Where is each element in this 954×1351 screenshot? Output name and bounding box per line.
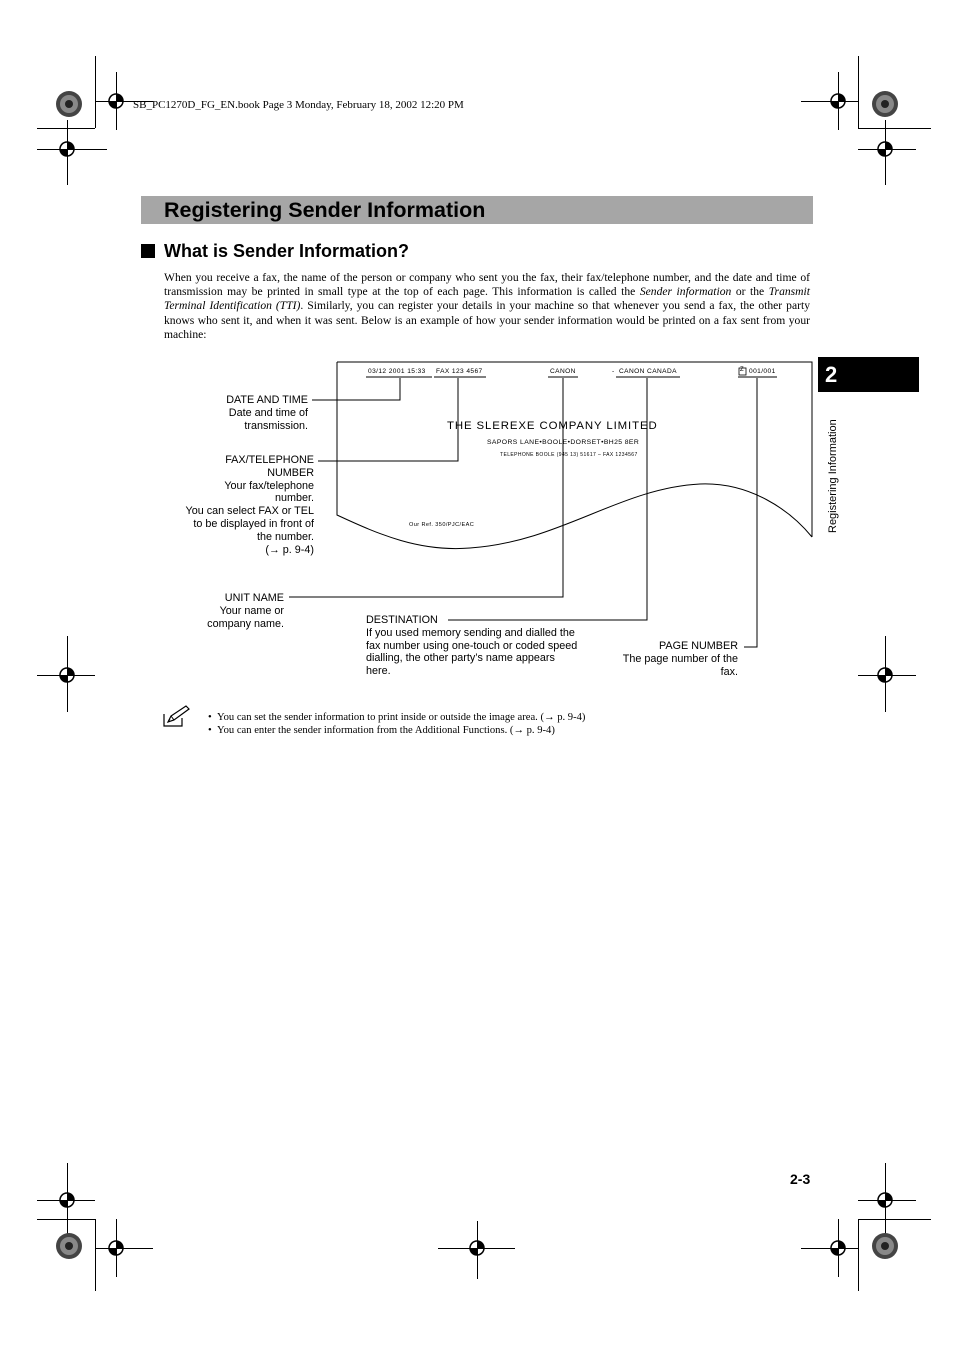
intro-text-3: . Similarly, you can register your details in your machine so that whenever you send a fax, the other party knows who sent it, and when it was sent. Below is an example of how your sender information would be printed on a fax sent from your machine: [164, 299, 810, 341]
annotation-line: transmission. [244, 419, 308, 432]
annotation-line: UNIT NAME [224, 592, 284, 604]
annotation-line: Date and time of [228, 406, 308, 419]
note-text: You can enter the sender information from the Additional Functions. (→ p. 9-4) [217, 724, 555, 736]
annotation-date-time [226, 394, 308, 432]
list-item: • You can enter the sender information from the Additional Functions. (→ p. 9-4) [208, 724, 555, 736]
intro-text-1: When you receive a fax, the name of the person or company who sent you the fax, their fax/telephone number, and the date and time of transmission may be printed in small type at the top of each page. This information is called the [164, 271, 810, 299]
annotation-line: here. [366, 665, 391, 678]
annotation-line: company name. [207, 617, 284, 630]
annotation-unit-name [207, 592, 284, 630]
fax-company-name: THE SLEREXE COMPANY LIMITED [447, 420, 658, 432]
annotation-line: number. [274, 492, 314, 505]
annotation-line: fax. [720, 665, 738, 678]
star-target-icon [870, 89, 900, 119]
annotation-line: You can select FAX or TEL [185, 505, 314, 518]
registration-mark-icon [825, 88, 851, 114]
intro-text-2: or the [731, 285, 769, 299]
fax-address: SAPORS LANE•BOOLE•DORSET•BH25 8ER [487, 439, 640, 446]
registration-mark-icon [103, 1235, 129, 1261]
fax-date-time: 03/12 2001 15:33 [368, 368, 426, 375]
note-text: You can set the sender information to print inside or outside the image area. (→ p. 9-4) [217, 712, 586, 723]
notes-list [208, 712, 585, 737]
registration-mark-icon [872, 662, 898, 688]
annotation-line: Your name or [219, 604, 284, 617]
star-target-icon [870, 1231, 900, 1261]
fax-unit-name: CANON [550, 368, 576, 375]
annotation-line: Your fax/telephone [224, 479, 314, 492]
registration-mark-icon [464, 1235, 490, 1261]
annotation-line: The page number of the [622, 652, 738, 665]
star-target-icon [54, 89, 84, 119]
intro-term-sender-info: Sender information [639, 285, 732, 299]
fax-number: FAX 123 4567 [436, 368, 483, 375]
fax-page-icon-letter: Z [740, 367, 745, 373]
annotation-line: DATE AND TIME [226, 394, 308, 406]
registration-mark-icon [103, 88, 129, 114]
registration-mark-icon [54, 1187, 80, 1213]
registration-mark-icon [54, 136, 80, 162]
registration-mark-icon [825, 1235, 851, 1261]
annotation-destination [366, 614, 577, 678]
star-target-icon [54, 1231, 84, 1261]
annotation-line: PAGE NUMBER [659, 640, 738, 652]
annotation-line: to be displayed in front of [193, 517, 314, 530]
annotation-page-number [623, 640, 738, 678]
section-title: What is Sender Information? [164, 241, 410, 261]
fax-reference: Our Ref. 350/PJC/EAC [409, 522, 475, 528]
intro-term-tti: Transmit Terminal Identification (TTI) [164, 285, 810, 313]
intro-paragraph [164, 271, 810, 342]
section-bullet-icon [141, 244, 155, 258]
page-title: Registering Sender Information [164, 198, 486, 222]
fax-page-number: 001/001 [749, 368, 776, 375]
registration-mark-icon [54, 662, 80, 688]
fax-destination-mark: - [612, 368, 615, 375]
list-item: • You can set the sender information to print inside or outside the image area. (→ p. 9-4) [208, 712, 586, 723]
page-number: 2-3 [790, 1171, 811, 1187]
fax-telephone: TELEPHONE BOOLE (945 13) 51617 – FAX 1234567 [500, 452, 638, 458]
pencil-note-icon [162, 704, 192, 728]
annotation-line: the number. [256, 530, 314, 543]
annotation-line: DESTINATION [366, 614, 438, 626]
annotation-line: dialling, the other party’s name appears [366, 652, 555, 665]
annotation-line: (→ p. 9-4) [265, 543, 314, 556]
book-info-header: SB_PC1270D_FG_EN.book Page 3 Monday, February 18, 2002 12:20 PM [133, 99, 464, 111]
chapter-number: 2 [825, 362, 838, 387]
annotation-line: fax number using one-touch or coded speed [366, 639, 578, 652]
annotation-line: FAX/TELEPHONE [225, 454, 314, 466]
chapter-side-label: Registering Information [827, 419, 839, 533]
registration-mark-icon [872, 136, 898, 162]
annotation-line: NUMBER [267, 466, 314, 479]
registration-mark-icon [872, 1187, 898, 1213]
fax-destination: CANON CANADA [619, 368, 677, 375]
annotation-line: If you used memory sending and dialled the [366, 626, 575, 639]
annotation-fax-telephone [186, 454, 314, 556]
